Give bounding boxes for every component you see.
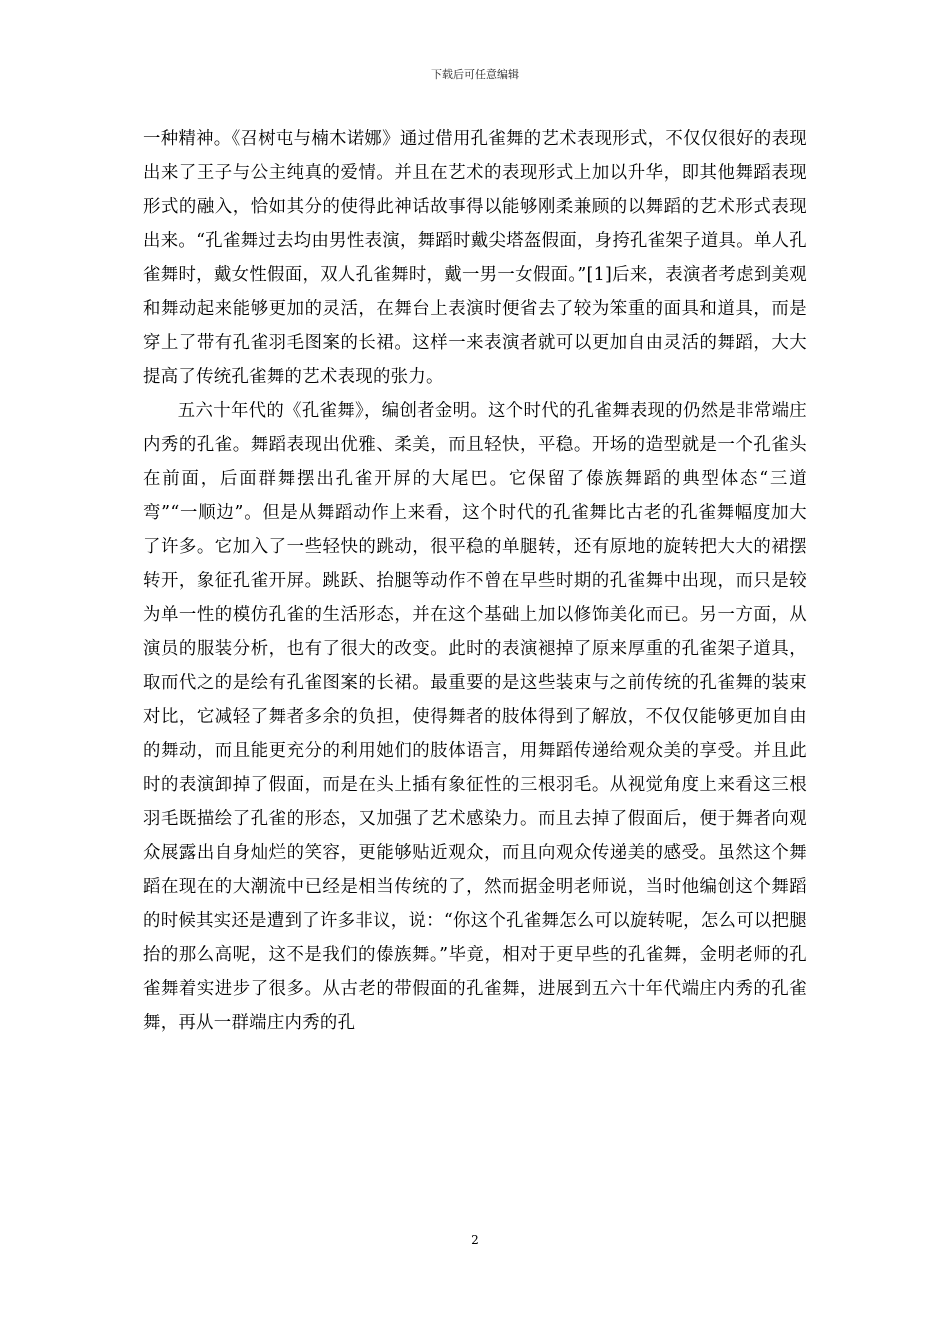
- page-header: 下载后可任意编辑: [431, 68, 519, 81]
- paragraph-2: 五六十年代的《孔雀舞》，编创者金明。这个时代的孔雀舞表现的仍然是非常端庄内秀的孔雀。舞蹈表现出优雅、柔美，而且轻快，平稳。开场的造型就是一个孔雀头在前面，后面群舞摆出孔雀开屏的大尾巴。它保留了傣族舞蹈的典型体态“三道弯”“一顺边”。但是从舞蹈动作上来看，这个时代的孔雀舞比古老的孔雀舞幅度加大了许多。它加入了一些轻快的跳动，很平稳的单腿转，还有原地的旋转把大大的裙摆转开，象征孔雀开屏。跳跃、抬腿等动作不曾在早些时期的孔雀舞中出现，而只是较为单一性的模仿孔雀的生活形态，并在这个基础上加以修饰美化而已。另一方面，从演员的服装分析，也有了很大的改变。此时的表演褪掉了原来厚重的孔雀架子道具，取而代之的是绘有孔雀图案的长裙。最重要的是这些装束与之前传统的孔雀舞的装束对比，它减轻了舞者多余的负担，使得舞者的肢体得到了解放，不仅仅能够更加自由的舞动，而且能更充分的利用她们的肢体语言，用舞蹈传递给观众美的享受。并且此时的表演卸掉了假面，而是在头上插有象征性的三根羽毛。从视觉角度上来看这三根羽毛既描绘了孔雀的形态，又加强了艺术感染力。而且去掉了假面后，便于舞者向观众展露出自身灿烂的笑容，更能够贴近观众，而且向观众传递美的感受。虽然这个舞蹈在现在的大潮流中已经是相当传统的了，然而据金明老师说，当时他编创这个舞蹈的时候其实还是遭到了许多非议，说：“你这个孔雀舞怎么可以旋转呢，怎么可以把腿抬的那么高呢，这不是我们的傣族舞。”毕竟，相对于更早些的孔雀舞，金明老师的孔雀舞着实进步了很多。从古老的带假面的孔雀舞，进展到五六十年代端庄内秀的孔雀舞，再从一群端庄内秀的孔: [143, 401, 807, 1033]
- paragraph-1: 一种精神。《召树屯与楠木诺娜》通过借用孔雀舞的艺术表现形式，不仅仅很好的表现出来了王子与公主纯真的爱情。并且在艺术的表现形式上加以升华，即其他舞蹈表现形式的融入，恰如其分的使得此神话故事得以能够刚柔兼顾的以舞蹈的艺术形式表现出来。“孔雀舞过去均由男性表演，舞蹈时戴尖塔盔假面，身挎孔雀架子道具。单人孔雀舞时，戴女性假面，双人孔雀舞时，戴一男一女假面。”[1]后来，表演者考虑到美观和舞动起来能够更加的灵活，在舞台上表演时便省去了较为笨重的面具和道具，而是穿上了带有孔雀羽毛图案的长裙。这样一来表演者就可以更加自由灵活的舞蹈，大大提高了传统孔雀舞的艺术表现的张力。: [143, 129, 807, 387]
- body-text: [143, 122, 807, 1040]
- page-number: 2: [471, 1233, 479, 1247]
